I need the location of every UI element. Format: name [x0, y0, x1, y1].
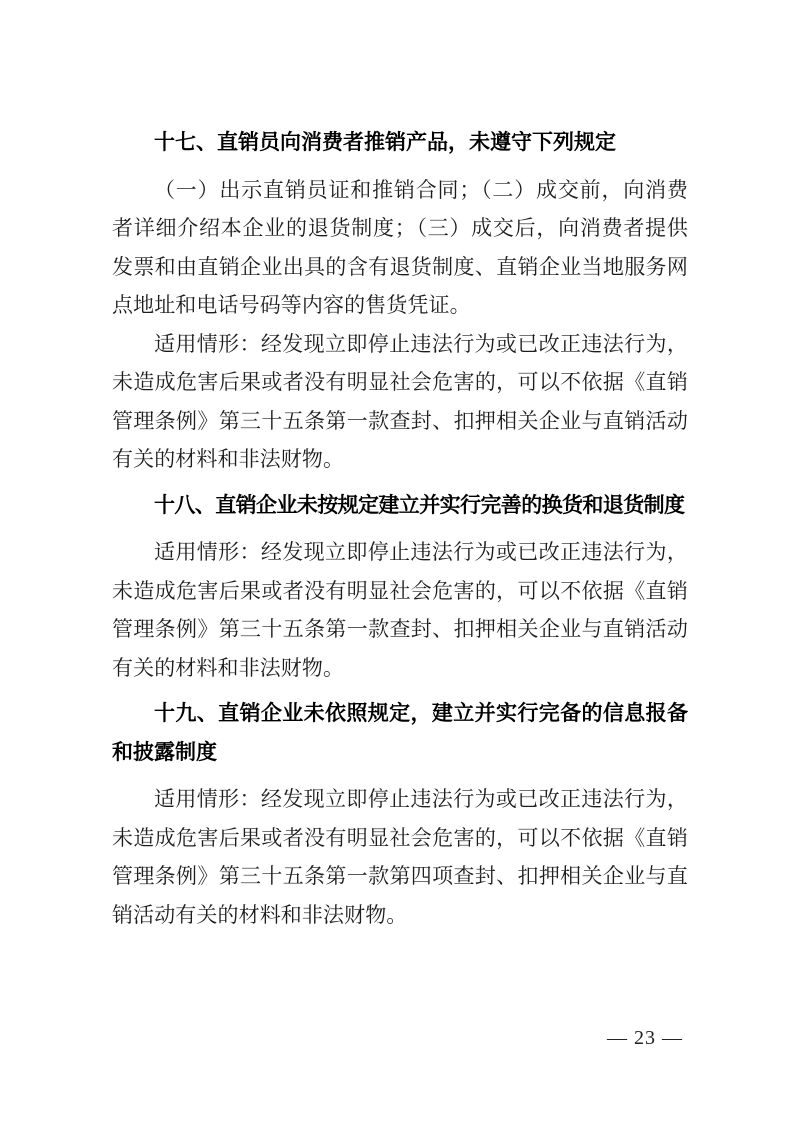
section-nineteen-paragraph-applicable-situation: 适用情形：经发现立即停止违法行为或已改正违法行为，未造成危害后果或者没有明显社会危害的，可以不依据《直销管理条例》第三十五条第一款第四项查封、扣押相关企业与直销活动有关的材料和非法财物。 — [112, 787, 688, 927]
section-seventeen — [112, 124, 688, 479]
section-seventeen-heading: 十七、直销员向消费者推销产品，未遵守下列规定 — [154, 131, 616, 154]
section-seventeen-paragraph-rules: （一）出示直销员证和推销合同；（二）成交前，向消费者详细介绍本企业的退货制度；（三）成交后，向消费者提供发票和由直销企业出具的含有退货制度、直销企业当地服务网点地址和电话号码等内容的售货凭证。 — [112, 177, 688, 317]
section-eighteen-paragraph-applicable-situation: 适用情形：经发现立即停止违法行为或已改正违法行为，未造成危害后果或者没有明显社会危害的，可以不依据《直销管理条例》第三十五条第一款查封、扣押相关企业与直销活动有关的材料和非法财物。 — [112, 540, 688, 680]
page-content — [112, 116, 688, 934]
section-nineteen — [112, 695, 688, 934]
section-eighteen — [112, 487, 688, 688]
section-seventeen-paragraph-applicable-situation: 适用情形：经发现立即停止违法行为或已改正违法行为，未造成危害后果或者没有明显社会危害的，可以不依据《直销管理条例》第三十五条第一款查封、扣押相关企业与直销活动有关的材料和非法财物。 — [112, 331, 688, 471]
page-number: — 23 — — [607, 1027, 683, 1049]
section-nineteen-heading: 十九、直销企业未依照规定，建立并实行完备的信息报备和披露制度 — [112, 702, 688, 764]
section-eighteen-heading: 十八、直销企业未按规定建立并实行完善的换货和退货制度 — [154, 493, 685, 517]
